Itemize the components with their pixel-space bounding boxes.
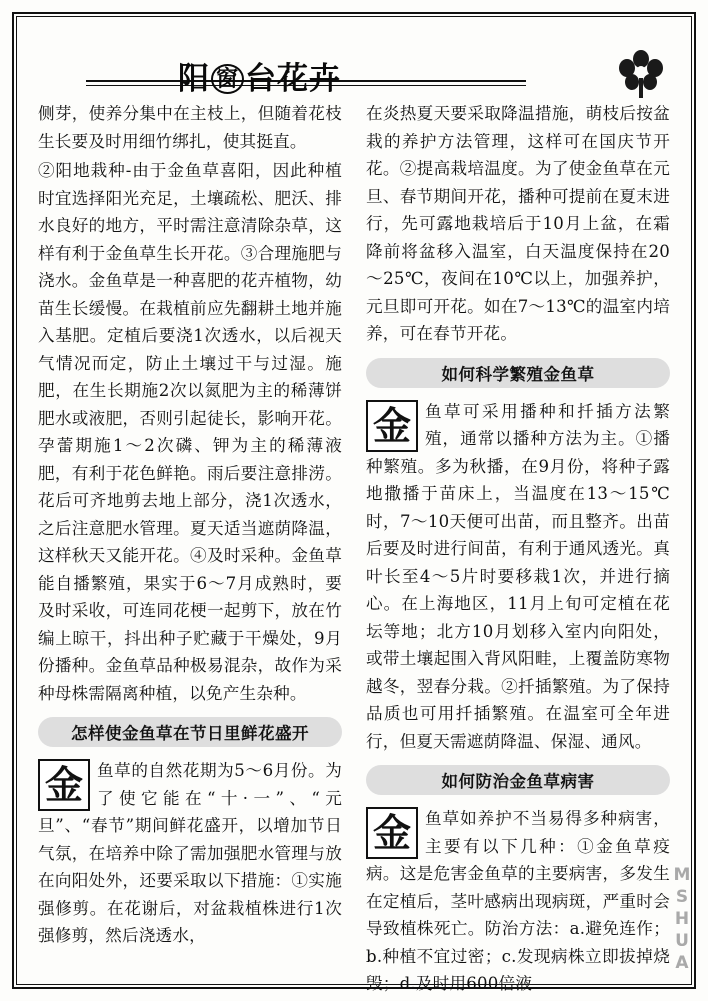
paragraph: 鱼草可采用播种和扦插方法繁殖，通常以播种方法为主。①播种繁殖。多为秋播，在9月份，将种子露地撒播于苗床上，当温度在13～15℃时，7～10天便可出苗，而且整齐。出苗后要及时进行间苗，有利于通风透光。真叶长至4～5片时要移栽1次，并进行摘心。在上海地区，11月上旬可定植在花坛等地；北方10月划移入室内向阳处，或带土壤起围入背风阳畦，上覆盖防寒物越冬，翌春分栽。②扦插繁殖。为了保持品质也可用扦插繁殖。在温室可全年进行，但夏天需遮荫降温、保湿、通风。	[366, 401, 670, 751]
page-title	[178, 61, 342, 97]
section-heading-text: 如何防治金鱼草病害	[441, 772, 595, 791]
section-body	[38, 757, 342, 950]
flower-emblem-icon	[612, 48, 670, 100]
drop-cap: 金	[38, 759, 90, 811]
section-body	[366, 805, 670, 998]
page-title-main: 阳	[178, 61, 210, 97]
paragraph: 在炎热夏天要采取降温措施，萌枝后按盆栽的养护方法管理，这样可在国庆节开花。②提高栽培温度。为了使金鱼草在元旦、春节期间开花，播种可提前在夏末进行，先可露地栽培后于10月上盆，在霜降前将盆移入温室，白天温度保持在20～25℃，夜间在10℃以上，加强养护，元旦即可开花。如在7～13℃的温室内培养，可在春节开花。	[366, 104, 670, 343]
paragraph: 鱼草如养护不当易得多种病害，主要有以下几种：①金鱼草疫病。这是危害金鱼草的主要病害，多发生在定植后，茎叶感病出现病斑，严重时会导致植株死亡。防治方法：a.避免连作；b.种植不宜过密；c.发现病株立即拔掉烧毁；d.及时用600倍液	[366, 809, 670, 993]
paragraph: 侧芽，使养分集中在主枝上，但随着花枝生长要及时用细竹绑扎，使其挺直。	[38, 104, 342, 151]
column-left	[38, 100, 342, 945]
page-header	[28, 38, 680, 96]
article-columns	[38, 100, 670, 993]
paragraph: ②阳地栽种-由于金鱼草喜阳，因此种植时宜选择阳光充足，土壤疏松、肥沃、排水良好的地方，平时需注意清除杂草，这样有利于金鱼草生长开花。③合理施肥与浇水。金鱼草是一种喜肥的花卉植物，幼苗生长缓慢。在栽植前应先翻耕土地并施入基肥。定植后要浇1次透水，以后视天气情况而定，防止土壤过干与过湿。施肥，在生长期施2次以氮肥为主的稀薄饼肥水或液肥，否则引起徒长，影响开花。孕蕾期施1～2次磷、钾为主的稀薄液肥，有利于花色鲜艳。雨后要注意排涝。花后可齐地剪去地上部分，浇1次透水，之后注意肥水管理。夏天适当遮荫降温，这样秋天又能开花。④及时采种。金鱼草能自播繁殖，果实于6～7月成熟时，要及时采收，可连同花梗一起剪下，放在竹编上晾干，抖出种子贮藏于干燥处，9月份播种。金鱼草品种极易混杂，故作为采种母株需隔离种植，以免产生杂种。	[38, 161, 342, 703]
section-heading-text: 如何科学繁殖金鱼草	[441, 364, 595, 384]
section-heading-text: 怎样使金鱼草在节日里鲜花盛开	[71, 724, 309, 743]
side-watermark: MSHUA	[672, 865, 692, 975]
paragraph: 鱼草的自然花期为5～6月份。为了使它能在“十·一”、“元旦”、“春节”期间鲜花盛开，以增加节日气氛，在培养中除了需加强肥水管理与放在向阳处外，还要采取以下措施：①实施强修剪。在花谢后，对盆栽植株进行1次强修剪，然后浇透水，	[38, 761, 342, 945]
section-body	[366, 398, 670, 756]
drop-cap: 金	[366, 807, 418, 859]
section-heading-bar	[366, 358, 670, 388]
column-right	[366, 100, 670, 993]
page-title-boxed: 窗	[211, 64, 244, 94]
section-heading-bar	[366, 765, 670, 795]
page-title-rest: 台花卉	[245, 61, 342, 97]
drop-cap: 金	[366, 400, 418, 452]
section-heading-bar	[38, 717, 342, 747]
